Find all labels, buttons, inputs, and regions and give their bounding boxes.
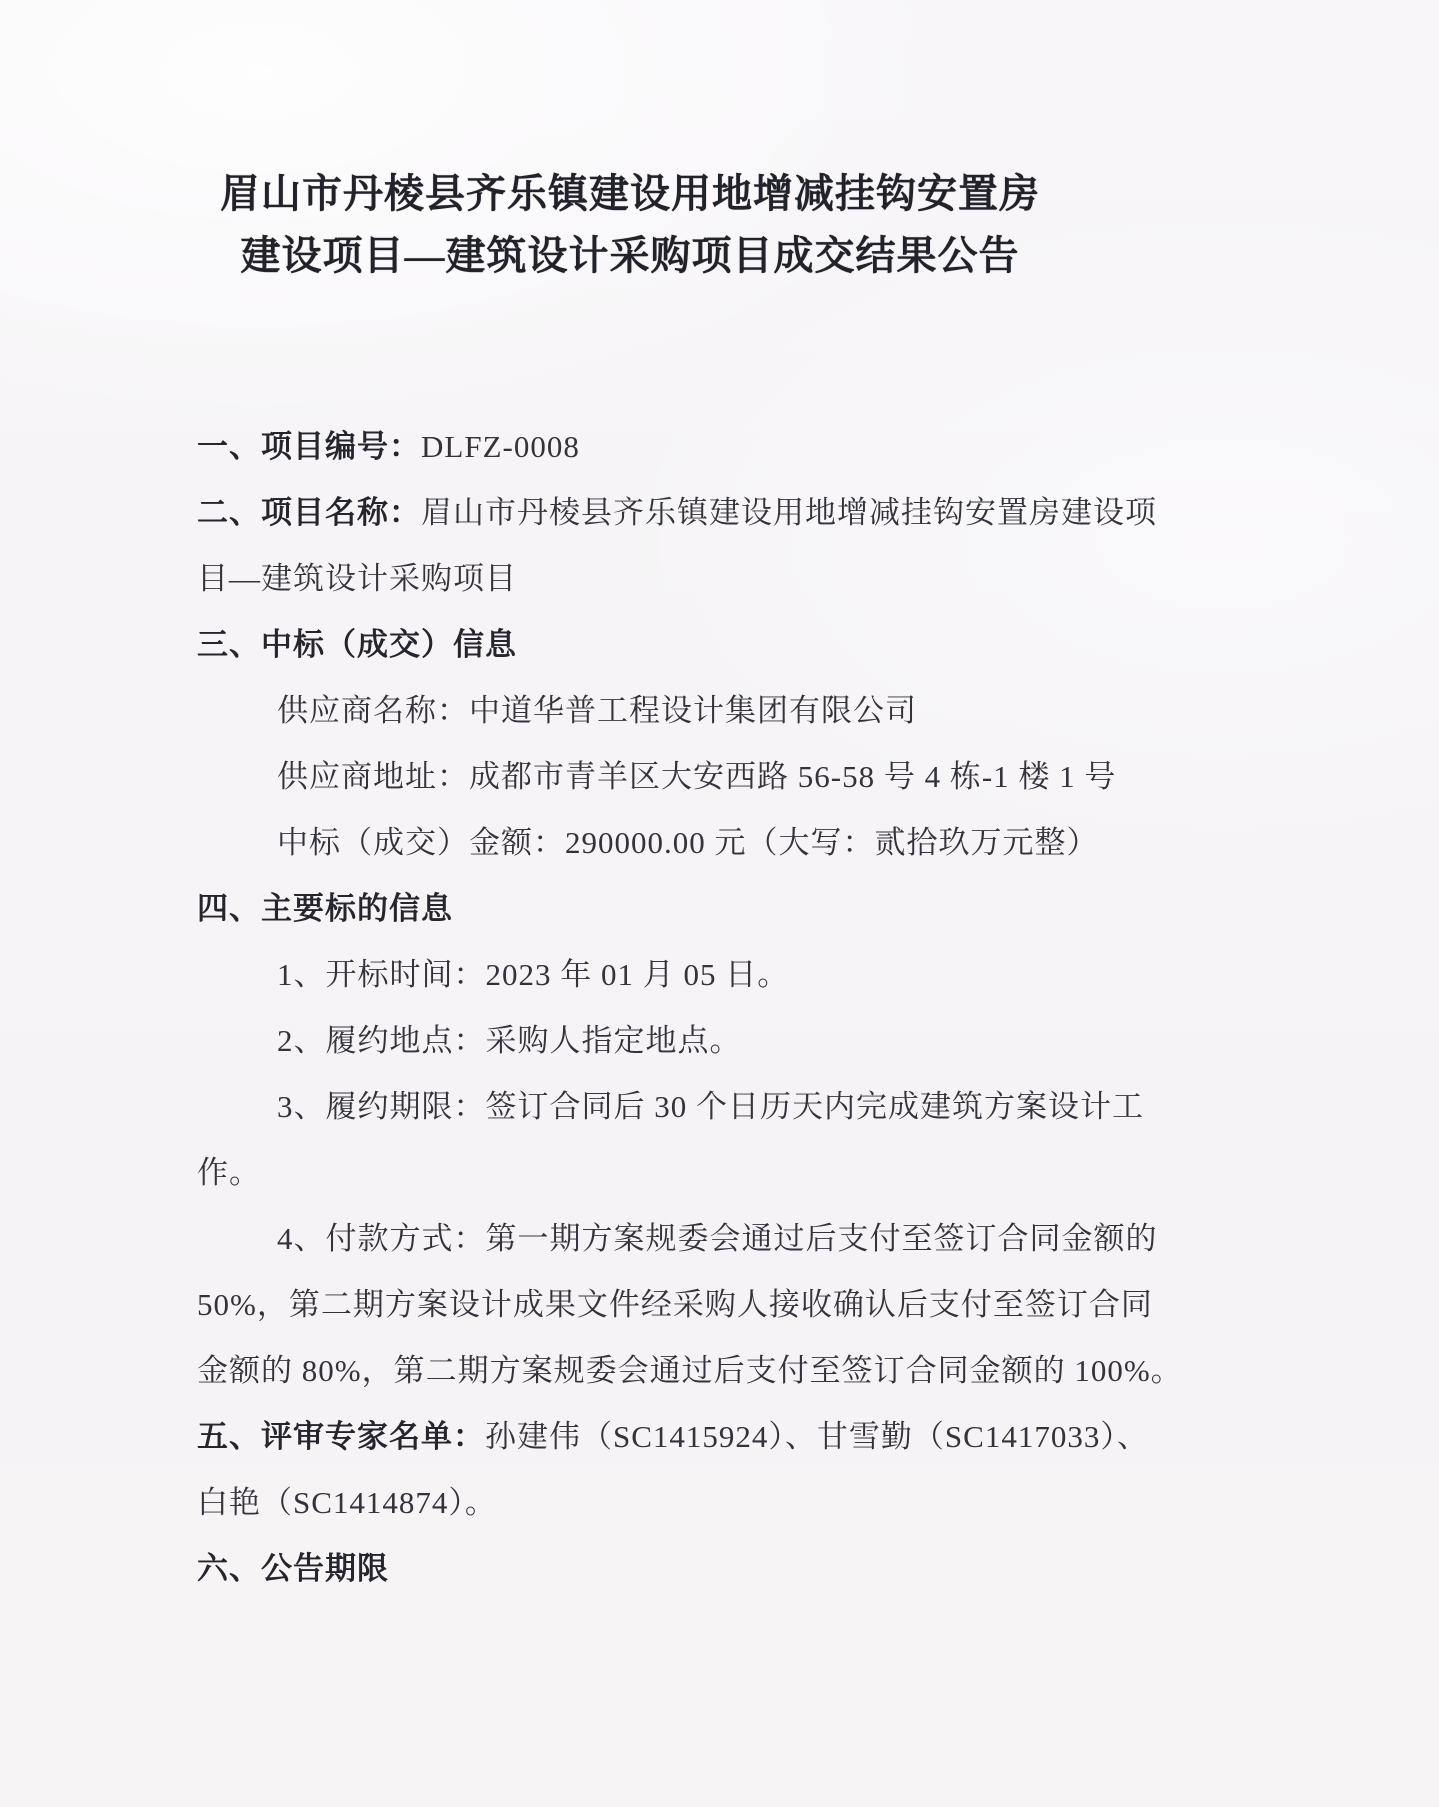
line-text: 4、付款方式：第一期方案规委会通过后支付至签订合同金额的 (277, 1221, 1158, 1256)
line-text: 金额的 80%，第二期方案规委会通过后支付至签订合同金额的 100%。 (197, 1353, 1183, 1388)
doc-line-project-name (197, 480, 1257, 546)
line-text: 中标（成交）金额：290000.00 元（大写：贰拾玖万元整） (277, 825, 1099, 860)
section-label: 二、项目名称： (197, 495, 421, 530)
doc-line-payment-method-cont1 (197, 1272, 1257, 1338)
doc-line-expert-list (197, 1404, 1257, 1470)
section-label: 六、公告期限 (197, 1551, 389, 1586)
line-text: 3、履约期限：签订合同后 30 个日历天内完成建筑方案设计工 (277, 1089, 1144, 1124)
line-text: 目—建筑设计采购项目 (197, 561, 517, 596)
doc-line-performance-place (197, 1008, 1257, 1074)
document-body (197, 414, 1257, 1602)
doc-line-performance-period (197, 1074, 1257, 1140)
line-text: 50%，第二期方案设计成果文件经采购人接收确认后支付至签订合同 (197, 1287, 1153, 1322)
document-title-line-1: 眉山市丹棱县齐乐镇建设用地增减挂钩安置房 (220, 171, 1040, 216)
doc-line-award-amount (197, 810, 1257, 876)
section-label: 一、项目编号： (197, 429, 421, 464)
section-label: 三、中标（成交）信息 (197, 627, 517, 662)
section-label: 四、主要标的信息 (197, 891, 453, 926)
doc-line-project-number (197, 414, 1257, 480)
section-label: 五、评审专家名单： (197, 1419, 485, 1454)
line-text: 1、开标时间：2023 年 01 月 05 日。 (277, 957, 790, 992)
doc-line-project-name-cont (197, 546, 1257, 612)
document-title (30, 163, 1230, 287)
line-text: 2、履约地点：采购人指定地点。 (277, 1023, 742, 1058)
doc-line-announcement-period-heading (197, 1536, 1257, 1602)
doc-line-performance-period-cont (197, 1140, 1257, 1206)
line-text: 孙建伟（SC1415924）、甘雪勤（SC1417033）、 (485, 1419, 1149, 1454)
document-title-line-2: 建设项目—建筑设计采购项目成交结果公告 (240, 233, 1020, 278)
doc-line-bid-opening-time (197, 942, 1257, 1008)
doc-line-subject-info-heading (197, 876, 1257, 942)
doc-line-payment-method-cont2 (197, 1338, 1257, 1404)
doc-line-award-info-heading (197, 612, 1257, 678)
line-text: DLFZ-0008 (421, 429, 580, 464)
doc-line-supplier-name (197, 678, 1257, 744)
doc-line-expert-list-cont (197, 1470, 1257, 1536)
line-text: 作。 (197, 1155, 261, 1190)
line-text: 眉山市丹棱县齐乐镇建设用地增减挂钩安置房建设项 (421, 495, 1157, 530)
line-text: 供应商地址：成都市青羊区大安西路 56-58 号 4 栋-1 楼 1 号 (277, 759, 1117, 794)
line-text: 白艳（SC1414874）。 (197, 1485, 497, 1520)
doc-line-supplier-address (197, 744, 1257, 810)
doc-line-payment-method (197, 1206, 1257, 1272)
line-text: 供应商名称：中道华普工程设计集团有限公司 (277, 693, 917, 728)
